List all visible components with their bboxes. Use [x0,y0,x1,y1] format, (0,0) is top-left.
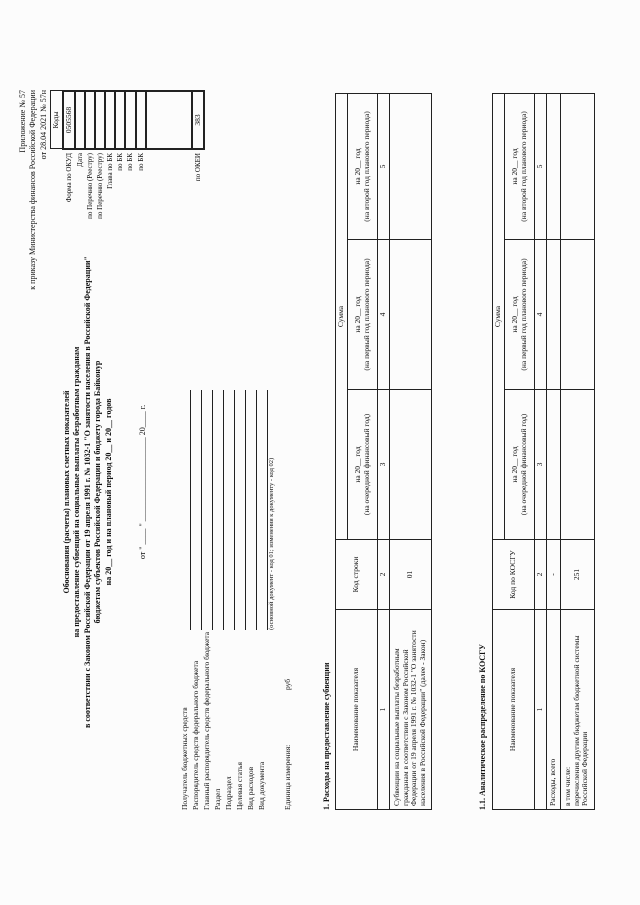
unit-label: Единица измерения: [283,744,292,810]
section1-table [335,93,432,810]
codes-label: по Перечню (Реестру) [86,153,95,219]
field-line [257,390,268,630]
table-row [389,93,431,809]
appendix-number: Приложение № 57 [18,90,27,153]
appendix-date: от 28.04 2021 № 57н [38,90,48,160]
field-label: Вид документа [257,761,266,810]
registry-code-1 [85,91,95,149]
bk-code-1 [115,91,125,149]
s1-colnum: 4 [378,240,390,390]
field-row [180,390,191,810]
s2-row-y1 [546,390,560,540]
codes-table [50,90,205,230]
s1-header-year3 [348,93,378,239]
title-line-4: бюджетам субъектов Российской Федерации и бюджету города Байконур [93,360,103,624]
s2-row-y2 [546,240,560,390]
s2-year2-label: на 20__ год [509,296,519,333]
s2-colnum: 4 [535,240,547,390]
s1-year1-label: на 20__ год [352,446,362,483]
codes-label: Форма по ОКУД [64,153,73,203]
field-label: Распорядитель средств федерального бюджета [191,660,200,810]
section2-title: 1.1. Аналитическое распределение по КОСГУ [478,643,487,810]
s2-header-year3 [505,93,535,239]
codes-label: по ОКЕИ [193,153,202,182]
table-row [560,93,594,809]
s2-row-y1 [560,390,594,540]
fields-list [180,390,297,810]
s2-year1-label: на 20__ год [509,446,519,483]
s2-header-code: Код по КОСГУ [493,540,535,610]
s1-header-year2 [348,240,378,390]
s2-row-y2 [560,240,594,390]
codes-label: по Перечню (Реестру) [96,153,105,219]
form-title [62,212,114,772]
codes-header: Коды [51,91,63,149]
glava-bk-code [105,91,115,149]
codes-label [146,149,192,230]
s1-row-y1 [389,390,431,540]
s1-header-code: Код строки [336,540,378,610]
registry-code-2 [95,91,105,149]
s2-colnum: 3 [535,390,547,540]
s1-row-y2 [389,240,431,390]
codes-label: по БК [116,153,125,171]
s2-row-name: Расходы, всего [546,610,560,810]
s2-year3-sub: (на второй год планового периода) [518,111,528,222]
s2-row-name: в том числе: перечисления другим бюджетам бюджетной системы Российской Федерации [560,610,594,810]
s2-row-code: - [546,540,560,610]
codes-label: Глава по БК [106,153,115,189]
s1-year3-sub: (на второй год планового периода) [361,111,371,222]
s2-row-code: 251 [560,540,594,610]
field-line [213,390,224,630]
section2-table-wrap [492,93,595,810]
bk-code-3 [136,91,146,149]
s2-row-y3 [560,93,594,239]
title-line-5: на 20__ год и на плановый период 20__ и 20__ годов [103,398,113,586]
s1-header-sum: Сумма [336,93,348,539]
s2-header-name: Наименование показателя [493,610,535,810]
field-label: Получатель бюджетных средств [180,707,189,810]
field-row [235,390,246,810]
codes-block [50,90,205,230]
field-line [224,390,235,630]
unit-row [283,390,297,810]
rotated-form-page [10,72,630,832]
appendix-order: к приказу Министерства финансов Российской Федерации [28,90,38,290]
date-code [75,91,85,149]
field-label: Подраздел [224,776,233,810]
field-line [202,390,213,630]
s2-year1-sub: (на очередной финансовый год) [518,413,528,516]
s1-row-name: Субвенции на социальные выплаты безработным гражданам в соответствии с Законом Российской Федерации от 19 апреля 1991 г. № 1032-1 "О занятости населения в Российской Федерации" (далее - Закон) [389,610,431,810]
title-line-1: Обоснования (расчеты) плановых сметных показателей [62,390,71,594]
field-line [191,390,202,630]
s2-header-sum: Сумма [493,93,505,539]
field-line [246,390,257,630]
codes-label: Дата [76,153,85,167]
field-row [213,390,224,810]
date-line: от " ____ " _____________________ 20____ г. [138,404,147,560]
s1-year2-sub: (на первый год планового периода) [361,258,371,371]
field-line [180,390,191,630]
s1-year2-label: на 20__ год [352,296,362,333]
field-row [257,390,268,810]
field-row [202,390,213,810]
s2-colnum: 5 [535,93,547,239]
doc-type-code [146,91,192,149]
doc-type-note: (основной документ - код 01; изменения к документу - код 02) [268,457,275,630]
field-label: Вид расходов [246,766,255,810]
s2-colnum: 2 [535,540,547,610]
s1-year1-sub: (на очередной финансовый год) [361,413,371,516]
s1-row-y3 [389,93,431,239]
s1-row-code: 01 [389,540,431,610]
field-label: Целевая статья [235,762,244,810]
field-row [191,390,202,810]
s2-row-y3 [546,93,560,239]
s1-colnum: 5 [378,93,390,239]
field-label: Главный распорядитель средств федерального бюджета [202,631,211,810]
s1-year3-label: на 20__ год [352,148,362,185]
field-row [246,390,257,810]
codes-label: по БК [136,153,145,171]
section2-table [492,93,595,810]
bk-code-2 [125,91,135,149]
title-line-2: на предоставление субвенций на социальные выплаты безработным гражданам [72,346,82,638]
table-row [546,93,560,809]
s2-colnum: 1 [535,610,547,810]
field-label: Раздел [213,788,222,810]
codes-label: по БК [126,153,135,171]
field-row [224,390,235,810]
okei-code: 383 [192,91,205,149]
appendix-header [18,90,49,290]
s1-colnum: 3 [378,390,390,540]
section1-title: 1. Расходы на предоставление субвенции [322,662,331,810]
s2-header-year1 [505,390,535,540]
s1-header-name: Наименование показателя [336,610,378,810]
s2-year2-sub: (на первый год планового периода) [518,258,528,371]
s1-header-year1 [348,390,378,540]
s1-colnum: 1 [378,610,390,810]
unit-value: руб [283,678,292,690]
title-line-3: в соответствии с Законом Российской Федерации от 19 апреля 1991 г. № 1032-1 "О занятости населения в Российской Федерации" [82,256,92,728]
section1-table-wrap [335,93,432,810]
field-line [235,390,246,630]
s1-colnum: 2 [378,540,390,610]
okud-code: 0505568 [63,91,76,149]
s2-header-year2 [505,240,535,390]
s2-year3-label: на 20__ год [509,148,519,185]
